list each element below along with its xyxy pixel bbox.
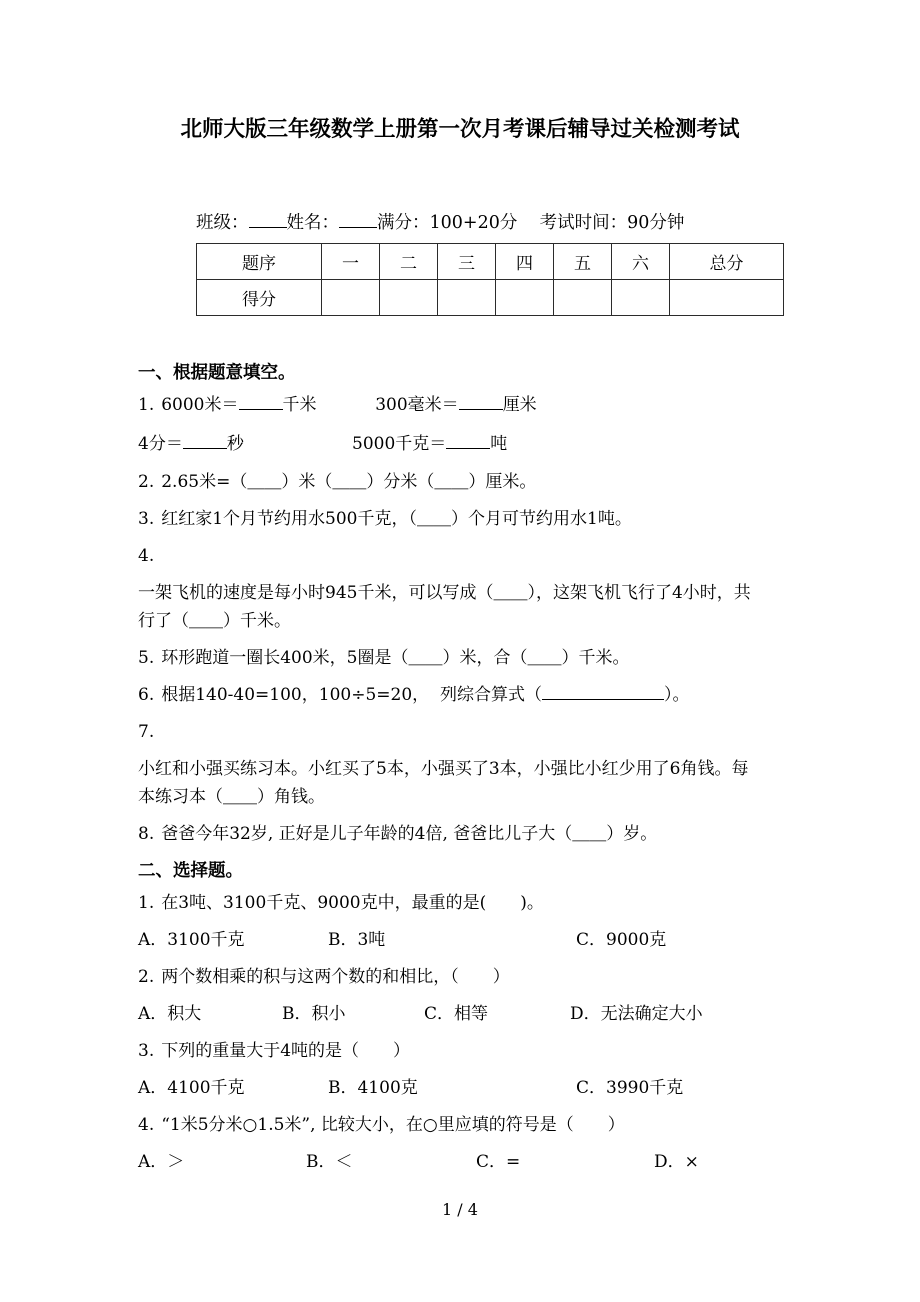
question-7-index-line (138, 719, 758, 747)
exam-header-info (196, 209, 736, 234)
question-5-index: 5. (138, 647, 155, 668)
question-5-text: 环形跑道一圈长400米，5圈是（＿＿）米，合（＿＿）千米。 (161, 647, 630, 668)
choice-question-1-text: 在3吨、3100千克、9000克中，最重的是( )。 (161, 892, 544, 913)
q1-d-left: 5000千克＝ (352, 433, 447, 454)
q1-a-right: 千米 (282, 395, 317, 416)
table-row-score (197, 280, 784, 316)
q1-d-right: 吨 (490, 433, 508, 454)
choice-question-4-options (138, 1149, 758, 1177)
exam-time-label: 考试时间： (539, 213, 628, 233)
choice-question-3-index: 3. (138, 1041, 155, 1062)
row-label-score: 得分 (197, 280, 322, 316)
q1-a-left: 6000米＝ (161, 395, 239, 416)
question-5 (138, 645, 758, 673)
option-4-a[interactable]: A．＞ (138, 1152, 185, 1173)
question-3 (138, 506, 758, 534)
question-4 (138, 580, 758, 635)
q1-a-blank[interactable] (239, 394, 283, 410)
question-4-index-line (138, 543, 758, 571)
score-cell-2[interactable] (380, 280, 438, 316)
choice-question-1-options (138, 927, 758, 955)
choice-question-1 (138, 890, 758, 918)
col-header-total: 总分 (670, 244, 784, 280)
question-4-text: 一架飞机的速度是每小时945千米，可以写成（＿＿），这架飞机飞行了4小时，共行了（＿＿）千米。 (138, 583, 751, 631)
question-1-1 (138, 392, 758, 420)
col-header-1: 一 (322, 244, 380, 280)
question-6-text-b: 列综合算式（ (439, 685, 542, 705)
q1-d-blank[interactable] (446, 433, 490, 449)
question-7-index: 7. (138, 722, 155, 743)
score-cell-3[interactable] (438, 280, 496, 316)
option-2-a[interactable]: A．积大 (138, 1004, 202, 1024)
choice-question-2-text: 两个数相乘的积与这两个数的和相比，（ ） (161, 966, 510, 987)
score-cell-5[interactable] (554, 280, 612, 316)
col-header-6: 六 (612, 244, 670, 280)
question-6-index: 6. (138, 685, 155, 705)
table-row-header (197, 244, 784, 280)
option-1-b[interactable]: B．3吨 (328, 929, 386, 950)
option-1-c[interactable]: C．9000克 (576, 929, 667, 950)
section-one-heading: 一、根据题意填空。 (138, 363, 296, 383)
name-blank[interactable] (339, 212, 377, 228)
choice-question-2 (138, 964, 758, 992)
score-cell-4[interactable] (496, 280, 554, 316)
col-header-5: 五 (554, 244, 612, 280)
q1-b-left: 300毫米＝ (375, 395, 459, 416)
class-label: 班级： (196, 213, 249, 233)
page-title: 北师大版三年级数学上册第一次月考课后辅导过关检测考试 (180, 117, 740, 142)
name-label: 姓名： (286, 213, 339, 233)
choice-question-4 (138, 1112, 758, 1140)
choice-question-2-index: 2. (138, 966, 155, 987)
score-table (196, 243, 784, 316)
option-4-d[interactable]: D．× (654, 1152, 699, 1173)
q1-b-right: 厘米 (502, 395, 537, 416)
choice-question-4-text: “1米5分米○1.5米”, 比较大小，在○里应填的符号是（ ） (161, 1115, 625, 1136)
choice-question-2-options (138, 1001, 758, 1029)
question-2 (138, 469, 758, 497)
question-8-index: 8. (138, 823, 155, 844)
question-3-text: 红红家1个月节约用水500千克，（＿＿）个月可节约用水1吨。 (161, 509, 632, 530)
question-6-text-a: 根据140-40=100，100÷5=20， (161, 685, 430, 705)
full-score-value: 100+20分 (429, 213, 518, 233)
choice-question-3-options (138, 1075, 758, 1103)
exam-time-value: 90分钟 (627, 213, 685, 233)
class-blank[interactable] (249, 212, 287, 228)
option-4-b[interactable]: B．＜ (306, 1152, 353, 1173)
col-header-3: 三 (438, 244, 496, 280)
option-1-a[interactable]: A．3100千克 (138, 929, 245, 950)
question-6 (138, 682, 758, 710)
score-cell-total[interactable] (670, 280, 784, 316)
q1-b-blank[interactable] (459, 394, 503, 410)
choice-question-3-text: 下列的重量大于4吨的是（ ） (161, 1041, 411, 1062)
option-2-d[interactable]: D．无法确定大小 (570, 1004, 703, 1024)
option-2-c[interactable]: C．相等 (424, 1004, 489, 1024)
q1-c-left: 4分＝ (138, 433, 183, 454)
question-4-index: 4. (138, 546, 155, 567)
exam-body (138, 360, 758, 1186)
row-label-question-order: 题序 (197, 244, 322, 280)
col-header-2: 二 (380, 244, 438, 280)
page-footer: 1 / 4 (442, 1200, 478, 1219)
question-7-text: 小红和小强买练习本。小红买了5本，小强买了3本，小强比小红少用了6角钱。每本练习本（＿＿）角钱。 (138, 759, 749, 807)
option-4-c[interactable]: C．= (476, 1152, 521, 1173)
question-8-text: 爸爸今年32岁, 正好是儿子年龄的4倍, 爸爸比儿子大（＿＿）岁。 (161, 823, 658, 844)
question-6-text-c: ）。 (663, 685, 690, 705)
question-8 (138, 821, 758, 849)
question-1-2 (138, 431, 758, 459)
option-2-b[interactable]: B．积小 (282, 1004, 346, 1024)
choice-question-1-index: 1. (138, 892, 155, 913)
score-cell-6[interactable] (612, 280, 670, 316)
section-two-heading: 二、选择题。 (138, 860, 243, 881)
question-6-blank[interactable] (542, 684, 664, 700)
question-7 (138, 756, 758, 811)
question-3-index: 3. (138, 509, 155, 530)
full-score-label: 满分： (377, 213, 430, 233)
col-header-4: 四 (496, 244, 554, 280)
option-3-c[interactable]: C．3990千克 (576, 1078, 684, 1099)
q1-c-right: 秒 (226, 433, 244, 454)
q1-c-blank[interactable] (183, 433, 227, 449)
option-3-a[interactable]: A．4100千克 (138, 1078, 245, 1099)
question-1-index: 1. (138, 395, 155, 416)
choice-question-4-index: 4. (138, 1115, 155, 1136)
option-3-b[interactable]: B．4100克 (328, 1078, 418, 1099)
question-2-text: 2.65米=（＿＿）米（＿＿）分米（＿＿）厘米。 (161, 472, 537, 493)
score-cell-1[interactable] (322, 280, 380, 316)
question-2-index: 2. (138, 472, 155, 493)
choice-question-3 (138, 1038, 758, 1066)
